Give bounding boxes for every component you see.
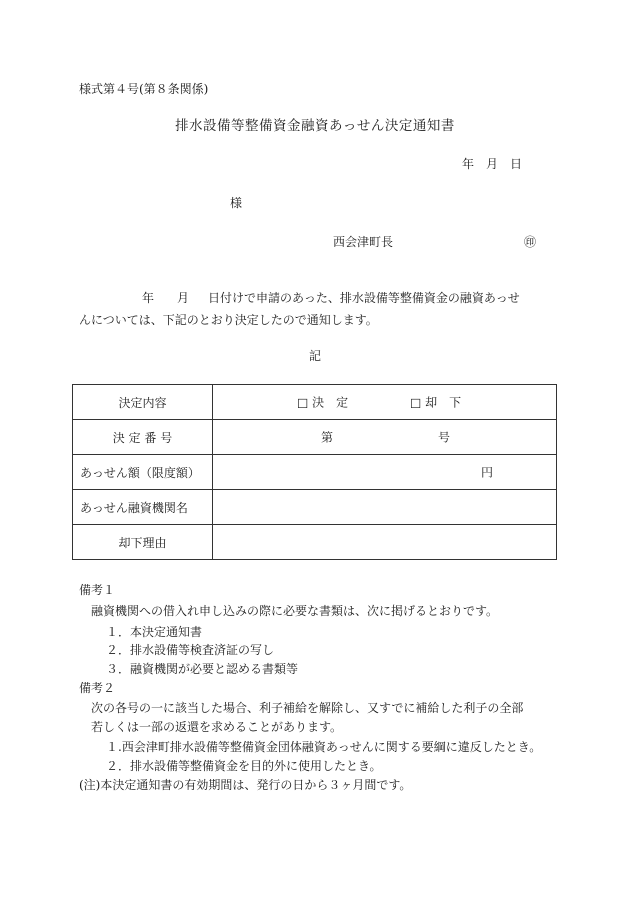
- remark1-text: 融資機関への借入れ申し込みの際に必要な書類は、次に掲げるとおりです。: [91, 604, 499, 618]
- remark1-title: 備考１: [79, 583, 116, 597]
- table-label-rejection: 却下理由: [73, 525, 213, 560]
- table-row: [73, 490, 557, 525]
- footnote: (注)本決定通知書の有効期間は、発行の日から３ヶ月間です。: [79, 778, 412, 792]
- number-value-cell[interactable]: [213, 420, 557, 455]
- institution-value-cell[interactable]: [213, 490, 557, 525]
- remark2-text-2: 若しくは一部の返還を求めることがあります。: [91, 720, 343, 734]
- number-prefix: 第: [321, 430, 334, 445]
- amount-unit: 円: [481, 465, 494, 480]
- remark1-item: ３．融資機関が必要と認める書類等: [106, 662, 299, 676]
- table-label-decision: 決定内容: [73, 385, 213, 420]
- body-line-1-text: 日付けで申請のあった、排水設備等整備資金の融資あっせ: [208, 291, 520, 305]
- addressee-suffix: 様: [230, 196, 243, 210]
- body-month: 月: [177, 291, 190, 305]
- option-approve[interactable]: □ 決 定: [297, 395, 349, 410]
- remark2-title: 備考２: [79, 681, 116, 695]
- table-row: [73, 525, 557, 560]
- body-line-2: んについては、下記のとおり決定したので通知します。: [79, 313, 378, 327]
- body-year: 年: [142, 291, 155, 305]
- remark2-text-1: 次の各号の一に該当した場合、利子補給を解除し、又すでに補給した利子の全部: [91, 701, 524, 715]
- document-title: 排水設備等整備資金融資あっせん決定通知書: [175, 118, 455, 134]
- decision-value-cell: [213, 385, 557, 420]
- table-row: [73, 455, 557, 490]
- amount-value-cell[interactable]: [213, 455, 557, 490]
- decision-table: [72, 384, 557, 560]
- ki-heading: 記: [309, 349, 322, 363]
- table-label-institution: あっせん融資機関名: [73, 490, 213, 525]
- remark2-item: １.西会津町排水設備等整備資金団体融資あっせんに関する要綱に違反したとき。: [106, 740, 542, 754]
- remark2-item: ２．排水設備等整備資金を目的外に使用したとき。: [106, 759, 382, 773]
- rejection-value-cell[interactable]: [213, 525, 557, 560]
- remark1-item: １．本決定通知書: [106, 625, 203, 639]
- table-label-number: 決 定 番 号: [73, 420, 213, 455]
- table-label-amount: あっせん額（限度額）: [73, 455, 213, 490]
- form-number: 様式第４号(第８条関係): [79, 82, 209, 96]
- option-reject[interactable]: □ 却 下: [410, 395, 462, 410]
- date-line: 年 月 日: [462, 157, 523, 171]
- seal-mark: ㊞: [524, 235, 537, 249]
- body-line-1: [79, 292, 520, 304]
- remark1-item: ２．排水設備等検査済証の写し: [106, 643, 275, 657]
- number-suffix: 号: [438, 430, 451, 445]
- table-row: [73, 420, 557, 455]
- issuer-name: 西会津町長: [333, 235, 394, 249]
- table-row: [73, 385, 557, 420]
